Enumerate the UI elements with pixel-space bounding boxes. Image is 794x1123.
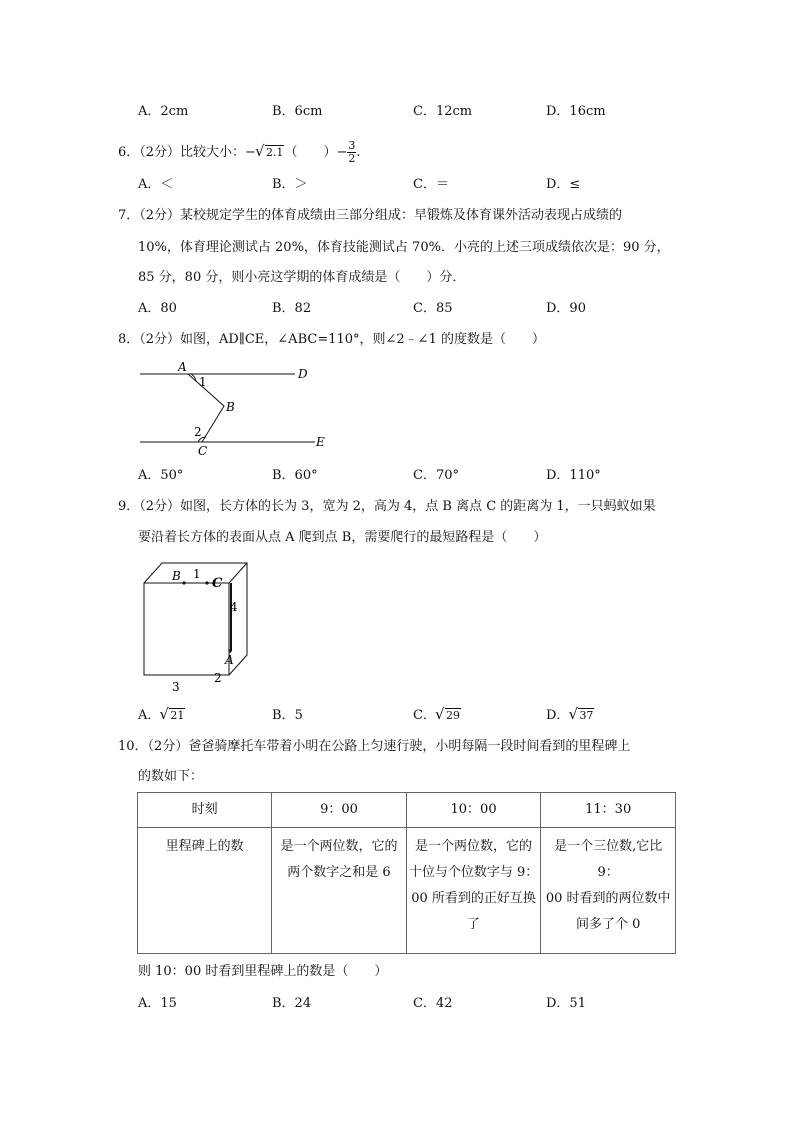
table-row [138, 828, 676, 954]
q9-option-a[interactable] [138, 706, 185, 726]
sqrt-symbol [160, 706, 185, 726]
cell-line: 00 时看到的两位数中 [545, 891, 671, 906]
q9-option-d-letter: D． [546, 708, 570, 723]
q5-option-a[interactable]: A．2cm [138, 104, 189, 119]
q9-label-length: 3 [172, 680, 180, 694]
table-cell [541, 828, 676, 954]
cell-line: 是一个两位数，它的 [280, 839, 398, 854]
sqrt-symbol [569, 706, 594, 726]
q8-option-c[interactable]: C．70° [413, 468, 459, 483]
q9-option-c-letter: C． [413, 708, 436, 723]
q8-label-c: C [198, 444, 208, 458]
q9-option-d-radicand: 37 [579, 709, 594, 722]
q7-line-3: 85 分，80 分，则小亮这学期的体育成绩是（ ）分． [138, 270, 466, 285]
table-header-cell: 11：30 [541, 793, 676, 828]
sqrt-symbol [256, 143, 285, 163]
q8-option-a[interactable]: A．50° [138, 468, 184, 483]
table-row-label: 里程碑上的数 [138, 828, 272, 954]
q5-option-d[interactable]: D．16cm [546, 104, 606, 119]
q5-option-c[interactable]: C．12cm [413, 104, 473, 119]
table-header-cell: 时刻 [138, 793, 272, 828]
q6-option-d[interactable]: D．≤ [546, 177, 581, 192]
q6-radicand: 2.1 [265, 146, 284, 159]
sqrt-symbol [436, 706, 461, 726]
q6-frac-den: 2 [348, 152, 356, 165]
q6-fraction [347, 140, 356, 165]
q9-cuboid-figure [134, 556, 254, 696]
q9-option-a-radicand: 21 [170, 709, 185, 722]
q10-option-c[interactable]: C．42 [413, 996, 453, 1011]
q6-option-a[interactable]: A．＜ [138, 177, 174, 192]
cell-line: 00 所看到的正好互换 [411, 891, 536, 906]
q6-frac-num: 3 [348, 139, 356, 152]
q9-option-b[interactable] [272, 706, 303, 726]
cell-line: 是一个三位数,它比 9： [554, 839, 663, 880]
q5-option-b[interactable]: B．6cm [272, 104, 323, 119]
q7-line-1: 7．（2分）某校规定学生的体育成绩由三部分组成：早锻炼及体育课外活动表现占成绩的 [118, 208, 623, 223]
q8-label-angle-1: 1 [199, 375, 207, 389]
q6-stem-middle: （ ）− [284, 145, 348, 160]
q9-label-bc: 1 [193, 567, 201, 581]
cell-line: 是一个两位数，它的 [415, 839, 533, 854]
cell-line: 十位与个位数字与 9： [408, 865, 539, 880]
q8-label-d: D [298, 367, 308, 381]
cuboid-front-face [144, 583, 229, 675]
q8-label-a: A [178, 360, 187, 374]
cell-line: 两个数字之和是 6 [287, 865, 391, 880]
q8-label-e: E [316, 435, 325, 449]
q6-stem [118, 140, 360, 165]
point-b [182, 581, 185, 584]
q8-label-b: B [226, 400, 235, 414]
q9-label-width: 2 [214, 671, 222, 685]
q9-line-1: 9．（2分）如图，长方体的长为 3，宽为 2，高为 4，点 B 离点 C 的距离为 1，一只蚂蚁如果 [118, 499, 656, 514]
q8-option-d[interactable]: D．110° [546, 468, 601, 483]
point-c [205, 581, 208, 584]
q10-after-table: 则 10：00 时看到里程碑上的数是（ ） [138, 964, 388, 979]
q9-label-a: A [225, 653, 234, 667]
q9-line-2: 要沿着长方体的表面从点 A 爬到点 B，需要爬行的最短路程是（ ） [138, 530, 547, 545]
q8-parallel-lines-figure [130, 358, 340, 458]
q9-option-b-letter: B． [272, 708, 295, 723]
cell-line: 间多了个 0 [575, 917, 641, 932]
table-cell [406, 828, 541, 954]
q7-option-d[interactable]: D．90 [546, 301, 586, 316]
q8-stem: 8．（2分）如图，AD∥CE，∠ABC=110°，则∠2﹣∠1 的度数是（ ） [118, 332, 545, 347]
q9-label-height: 4 [230, 600, 238, 614]
table-header-row [138, 793, 676, 828]
q9-option-c-radicand: 29 [445, 709, 460, 722]
q7-option-a[interactable]: A．80 [138, 301, 177, 316]
cell-line: 了 [467, 917, 481, 932]
milestone-table [137, 792, 676, 954]
q10-option-d[interactable]: D．51 [546, 996, 586, 1011]
q9-label-c: C [212, 576, 223, 591]
q7-option-b[interactable]: B．82 [272, 301, 312, 316]
q10-option-a[interactable]: A．15 [138, 996, 177, 1011]
table-header-cell: 9：00 [272, 793, 407, 828]
table-cell [272, 828, 407, 954]
table-header-cell: 10：00 [406, 793, 541, 828]
q10-line-1: 10．（2分）爸爸骑摩托车带着小明在公路上匀速行驶，小明每隔一段时间看到的里程碑上 [118, 739, 631, 754]
q9-option-b-value: 5 [294, 708, 303, 723]
q9-label-b: B [172, 569, 181, 583]
q9-option-a-letter: A． [138, 708, 161, 723]
q6-stem-prefix: 6．（2分）比较大小：− [118, 145, 256, 160]
q6-stem-suffix: . [356, 145, 361, 160]
q7-line-2: 10%，体育理论测试占 20%，体育技能测试占 70%．小亮的上述三项成绩依次是：90 分， [138, 240, 670, 255]
q6-option-c[interactable]: C．＝ [413, 177, 449, 192]
q10-option-b[interactable]: B．24 [272, 996, 312, 1011]
q10-line-2: 的数如下： [138, 769, 204, 784]
q6-option-b[interactable]: B．＞ [272, 177, 308, 192]
q9-option-c[interactable] [413, 706, 461, 726]
q8-option-b[interactable]: B．60° [272, 468, 318, 483]
q7-option-c[interactable]: C．85 [413, 301, 453, 316]
q9-option-d[interactable] [546, 706, 594, 726]
q8-label-angle-2: 2 [194, 425, 202, 439]
